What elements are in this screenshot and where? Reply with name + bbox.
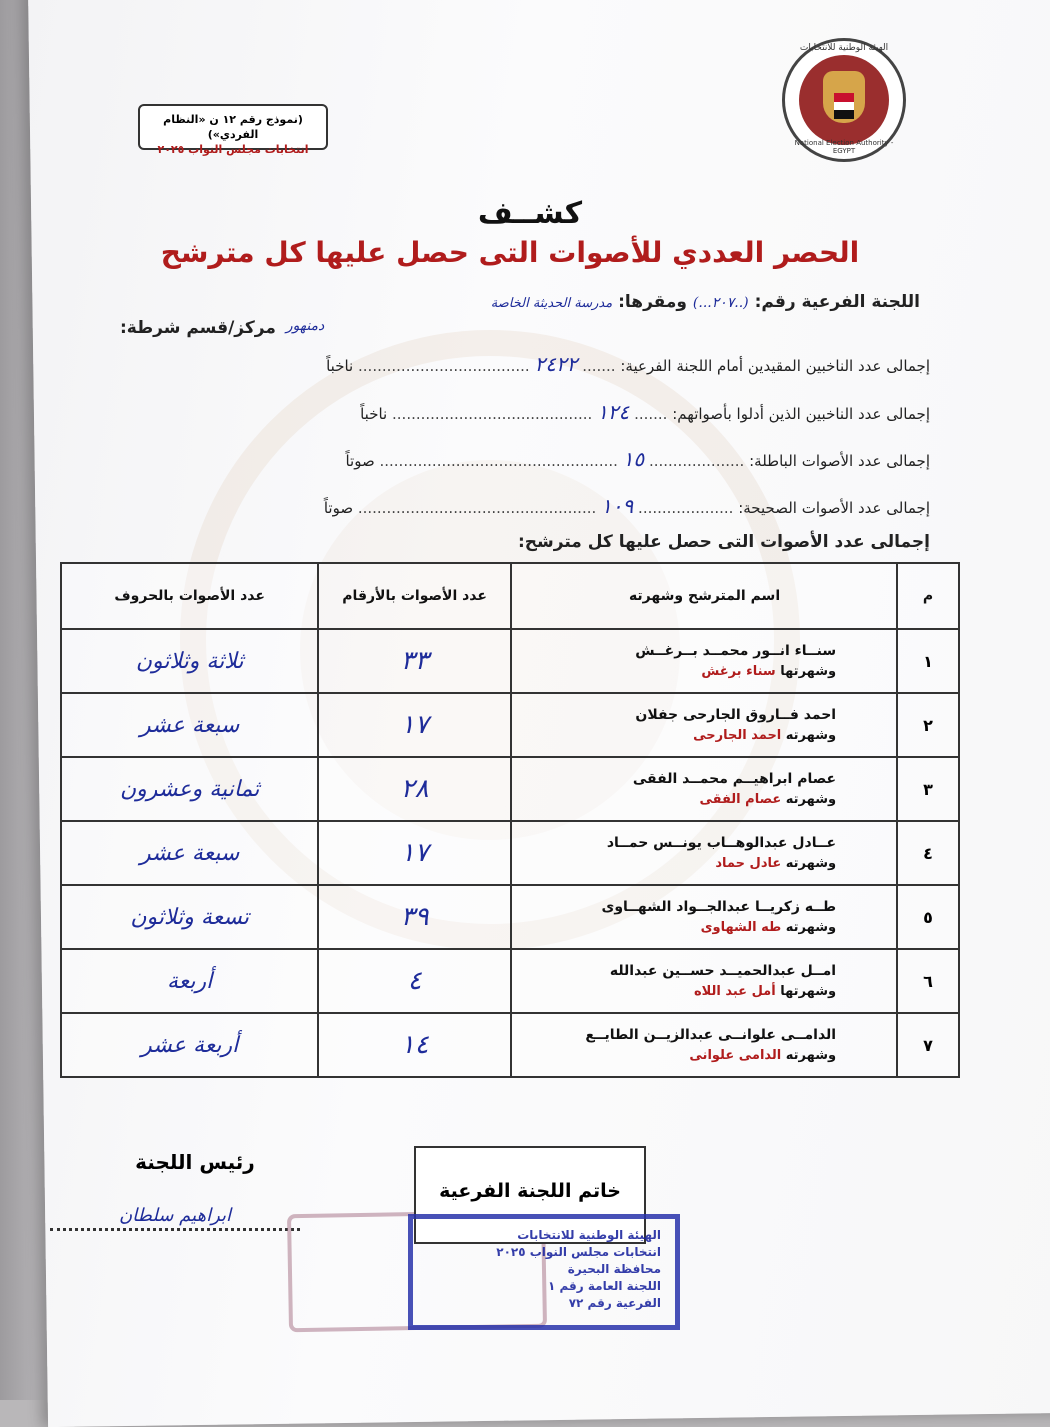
votes-words: سبعة عشر — [61, 693, 318, 757]
stamp-line: انتخابات مجلس النواب ٢٠٢٥ — [496, 1245, 661, 1259]
total-voted-row: إجمالى عدد الناخبين الذين أدلوا بأصواتهم: ....... ١٢٤ .......................................... ناخباً — [360, 400, 930, 424]
stamp-line: محافظة البحيرة — [567, 1262, 661, 1276]
votes-digits: ٢٨ — [318, 757, 511, 821]
votes-digits: ١٤ — [318, 1013, 511, 1077]
row-index: ٦ — [897, 949, 959, 1013]
total-unit: صوتاً — [345, 452, 375, 470]
total-label: إجمالى عدد الأصوات الباطلة: — [749, 452, 930, 470]
form-number-badge — [138, 104, 328, 156]
chair-label: رئيس اللجنة — [135, 1150, 255, 1174]
form-number: (نموذج رقم ١٢ ن «النظام الفردي») — [163, 113, 303, 141]
header-votes-digits: عدد الأصوات بالأرقام — [318, 563, 511, 629]
total-unit: ناخباً — [326, 357, 354, 375]
votes-digits: ٤ — [318, 949, 511, 1013]
committee-number-label: اللجنة الفرعية رقم: — [754, 292, 920, 312]
election-name: انتخابات مجلس النواب ٢٠٢٥ — [157, 143, 309, 156]
candidate-name: امــل عبدالحميــد حســين عبدالله — [609, 963, 837, 979]
row-index: ٧ — [897, 1013, 959, 1077]
candidate-cell — [511, 1013, 897, 1077]
total-value: ١٠٩ — [601, 494, 634, 518]
table-row — [61, 757, 959, 821]
candidate-cell — [511, 693, 897, 757]
logo-english-text: National Election Authority - EGYPT — [794, 139, 894, 155]
committee-number: (..٢٠٧...) — [692, 295, 749, 311]
votes-words: أربعة عشر — [61, 1013, 318, 1077]
candidate-name: سنــاء انــور محمــد بــرغــش — [635, 643, 837, 659]
candidate-alias: وشهرته عصام الفقى — [699, 792, 837, 807]
candidate-cell — [511, 821, 897, 885]
total-unit: ناخباً — [360, 405, 388, 423]
candidate-alias: وشهرته عادل حماد — [715, 856, 837, 871]
candidate-name: الدامــى علوانــى عبدالزيــن الطايــع — [585, 1027, 837, 1043]
table-row — [61, 949, 959, 1013]
table-header-row — [61, 563, 959, 629]
votes-words: سبعة عشر — [61, 821, 318, 885]
candidate-alias: وشهرته طه الشهاوى — [700, 920, 837, 935]
total-valid-row: إجمالى عدد الأصوات الصحيحة: .................... ١٠٩ .................................................. صوتاً — [323, 494, 930, 518]
row-index: ٢ — [897, 693, 959, 757]
table-row — [61, 693, 959, 757]
total-label: إجمالى عدد الناخبين الذين أدلوا بأصواتهم: — [672, 405, 930, 423]
logo-arabic-text: الهيئة الوطنية للانتخابات — [799, 43, 889, 53]
station-line — [120, 318, 920, 338]
total-value: ١٢٤ — [597, 400, 630, 424]
total-unit: صوتاً — [323, 499, 354, 517]
table-row — [61, 629, 959, 693]
table-heading: إجمالى عدد الأصوات التى حصل عليها كل مترشح: — [517, 532, 930, 552]
logo-seal — [799, 55, 889, 145]
stamp-line: الهيئة الوطنية للانتخابات — [517, 1228, 661, 1242]
candidate-alias: وشهرته الدامى علوانى — [689, 1048, 837, 1063]
station-label: مركز/قسم شرطة: — [120, 318, 276, 338]
row-index: ١ — [897, 629, 959, 693]
committee-seat-label: ومقرها: — [618, 292, 687, 312]
votes-digits: ٣٣ — [318, 629, 511, 693]
row-index: ٣ — [897, 757, 959, 821]
page-title: كشــف — [477, 196, 583, 231]
chair-signature: ابراهيم سلطان — [50, 1205, 300, 1231]
total-label: إجمالى عدد الأصوات الصحيحة: — [738, 499, 930, 517]
total-value: ١٥ — [622, 447, 645, 471]
votes-words: أربعة — [61, 949, 318, 1013]
total-registered-row: إجمالى عدد الناخبين المقيدين أمام اللجنة الفرعية: ....... ٢٤٢٢ .................................... ناخباً — [326, 352, 930, 376]
total-value: ٢٤٢٢ — [534, 352, 578, 376]
committee-line — [120, 292, 920, 312]
committee-stamp — [408, 1214, 680, 1330]
candidate-alias: وشهرته احمد الجارحى — [693, 728, 837, 743]
candidate-name: طــه زكريــا عبدالجــواد الشهــاوى — [601, 899, 837, 915]
candidate-name: عــادل عبدالوهــاب يونــس حمــاد — [606, 835, 837, 851]
candidate-cell — [511, 757, 897, 821]
stamp-line: الفرعية رقم ٧٢ — [568, 1296, 661, 1310]
stamp-label: خاتم اللجنة الفرعية — [439, 1180, 621, 1202]
station-name: دمنهور — [285, 318, 325, 334]
header-index: م — [897, 563, 959, 629]
candidate-alias: وشهرتها سناء برغش — [701, 664, 837, 679]
votes-words: ثمانية وعشرون — [61, 757, 318, 821]
candidate-alias: وشهرتها أمل عبد اللاه — [693, 984, 837, 999]
total-label: إجمالى عدد الناخبين المقيدين أمام اللجنة الفرعية: — [620, 357, 930, 375]
header-votes-words: عدد الأصوات بالحروف — [61, 563, 318, 629]
flag-icon — [834, 93, 854, 119]
table-row — [61, 821, 959, 885]
table-row — [61, 885, 959, 949]
committee-seat: مدرسة الحديثة الخاصة — [490, 296, 613, 311]
votes-words: ثلاثة وثلاثون — [61, 629, 318, 693]
candidate-cell — [511, 885, 897, 949]
election-authority-logo — [782, 38, 906, 162]
votes-digits: ١٧ — [318, 693, 511, 757]
row-index: ٤ — [897, 821, 959, 885]
table-row — [61, 1013, 959, 1077]
votes-digits: ١٧ — [318, 821, 511, 885]
votes-digits: ٣٩ — [318, 885, 511, 949]
row-index: ٥ — [897, 885, 959, 949]
candidate-name: احمد فــاروق الجارحى جفلان — [635, 707, 837, 723]
votes-words: تسعة وثلاثون — [61, 885, 318, 949]
candidate-cell — [511, 949, 897, 1013]
header-name: اسم المترشح وشهرته — [511, 563, 897, 629]
candidate-cell — [511, 629, 897, 693]
stamp-line: اللجنة العامة رقم ١ — [548, 1279, 661, 1293]
results-table — [60, 562, 960, 1078]
candidate-name: عصام ابراهيــم محمــد الفقى — [632, 771, 837, 787]
total-invalid-row: إجمالى عدد الأصوات الباطلة: .................... ١٥ .................................................. صوتاً — [345, 447, 930, 471]
page-subtitle: الحصر العددي للأصوات التى حصل عليها كل مترشح — [160, 236, 860, 269]
